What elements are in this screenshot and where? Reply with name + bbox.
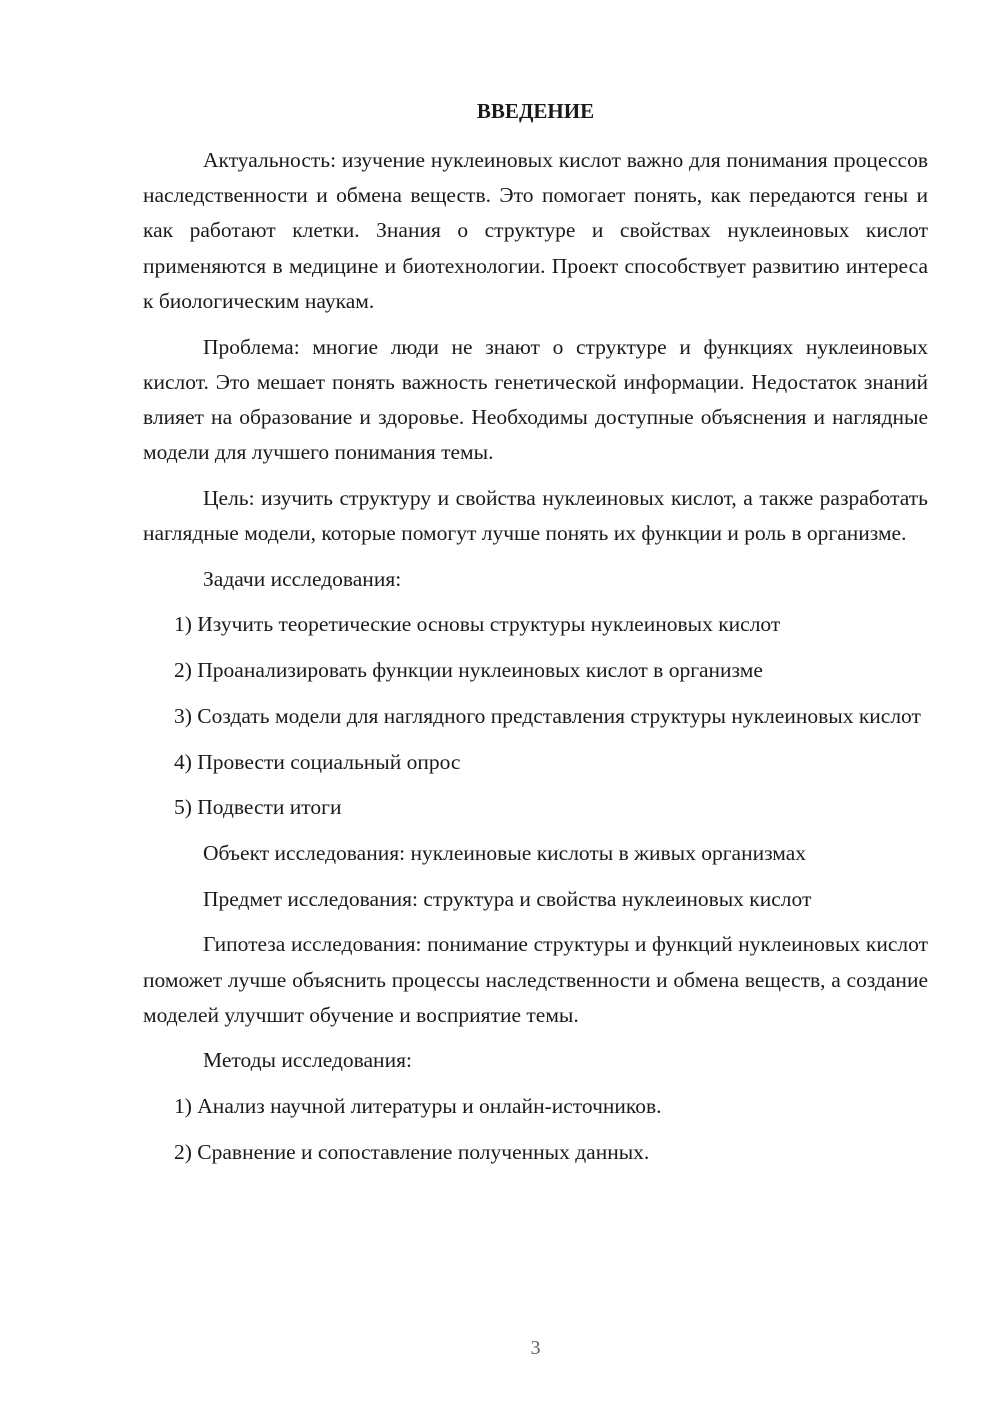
page-title: ВВЕДЕНИЕ [476,99,595,123]
relevance-paragraph: Актуальность: изучение нуклеиновых кислот важно для понимания процессов наследственности и обмена веществ. Это помогает понять, как передаются гены и как работают клетки. Знания о структуре и свойствах нуклеиновых кислот применяются в медицине и биотехнологии. Проект способствует развитию интереса к биологическим наукам. [143,148,928,313]
method-item-2: 2) Сравнение и сопоставление полученных данных. [174,1139,650,1164]
hypothesis-paragraph: Гипотеза исследования: понимание структуры и функций нуклеиновых кислот поможет лучше объяснить процессы наследственности и обмена веществ, а создание моделей улучшит обучение и восприятие темы. [143,932,928,1027]
document-body [143,143,928,1170]
object-paragraph: Объект исследования: нуклеиновые кислоты в живых организмах [203,840,807,865]
problem-paragraph: Проблема: многие люди не знают о структуре и функциях нуклеиновых кислот. Это мешает понять важность генетической информации. Недостаток знаний влияет на образование и здоровье. Необходимы доступные объяснения и наглядные модели для лучшего понимания темы. [143,334,928,465]
task-item-4: 4) Провести социальный опрос [174,749,461,774]
task-item-2: 2) Проанализировать функции нуклеиновых кислот в организме [174,658,763,683]
task-item-1: 1) Изучить теоретические основы структуры нуклеиновых кислот [174,612,781,637]
subject-paragraph: Предмет исследования: структура и свойства нуклеиновых кислот [203,886,812,911]
goal-paragraph: Цель: изучить структуру и свойства нуклеиновых кислот, а также разработать наглядные модели, которые помогут лучше понять их функции и роль в организме. [143,485,928,546]
page-number: 3 [530,1337,541,1359]
document-page [143,0,928,1414]
task-item-5: 5) Подвести итоги [174,795,342,820]
method-item-1: 1) Анализ научной литературы и онлайн-источников. [174,1094,662,1119]
task-item-3: 3) Создать модели для наглядного представления структуры нуклеиновых кислот [174,703,921,728]
tasks-heading: Задачи исследования: [203,566,402,591]
methods-heading: Методы исследования: [203,1048,412,1073]
